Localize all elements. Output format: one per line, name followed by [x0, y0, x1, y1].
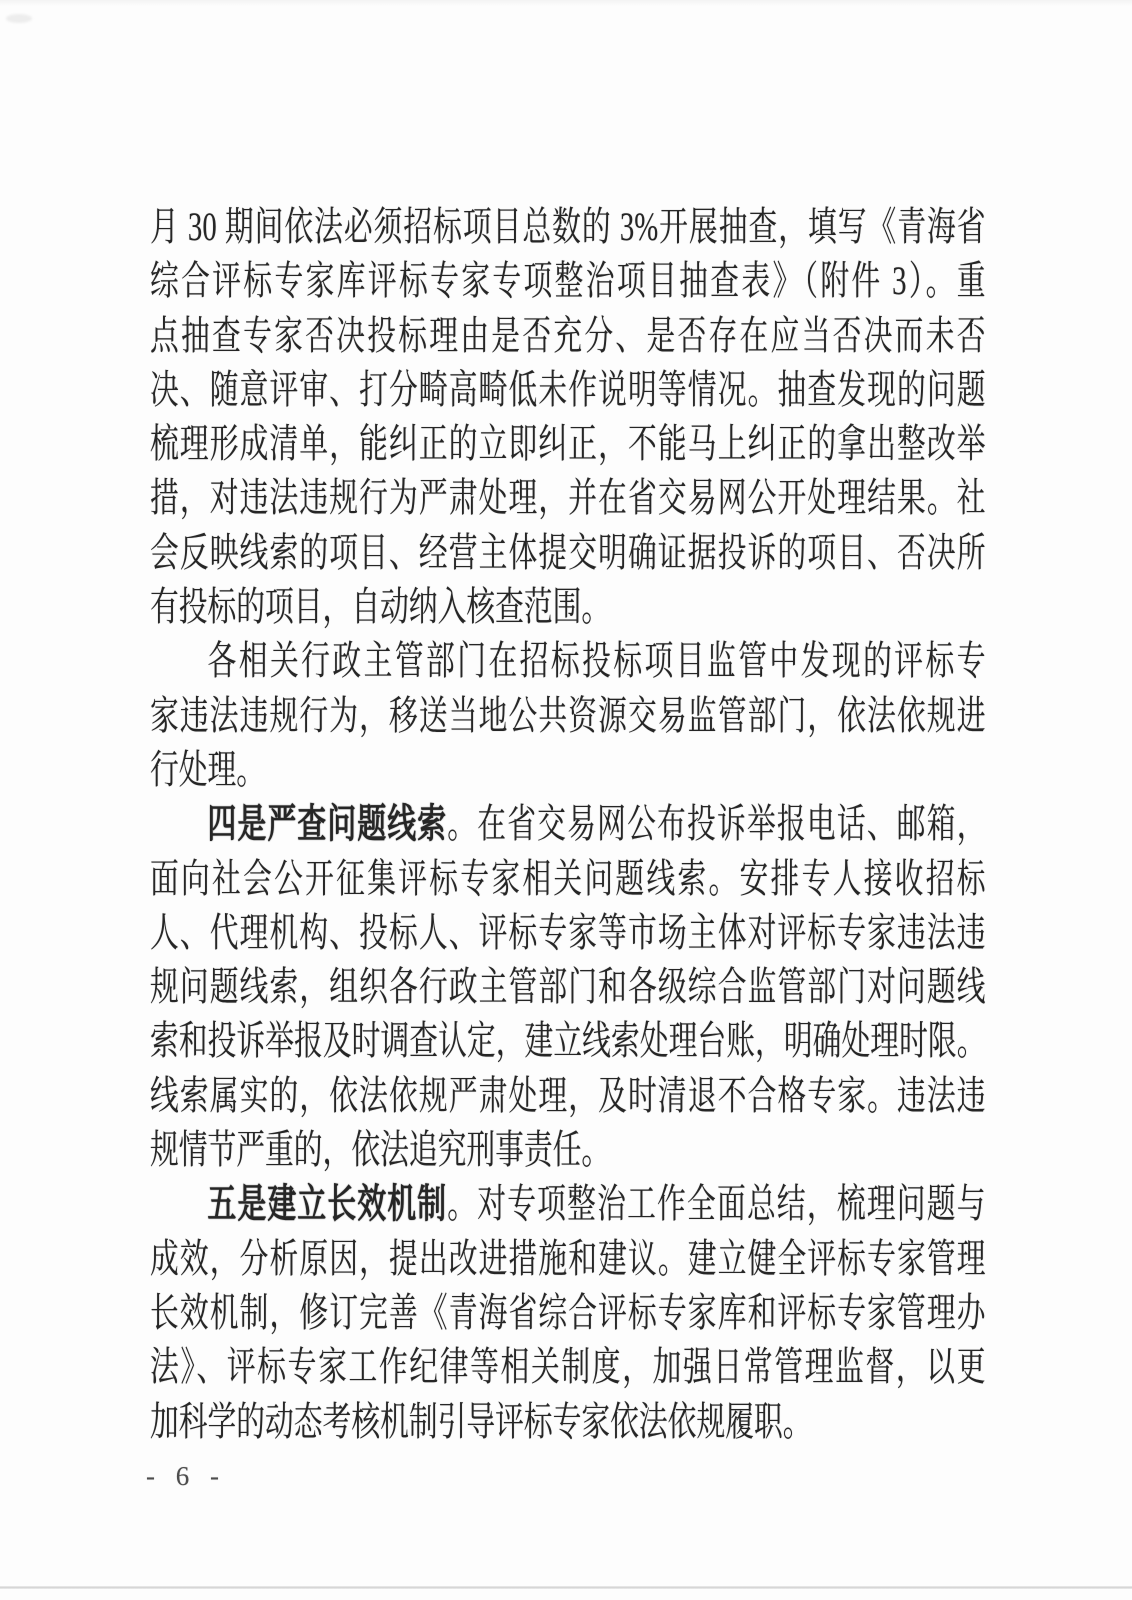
text-segment: 决、随意评审、打分畸高畸低未作说明等情况。抽查发现的问题 [150, 366, 986, 412]
text-segment: 点抽查专家否决投标理由是否充分、是否存在应当否决而未否 [150, 312, 986, 358]
text-segment: 法》、评标专家工作纪律等相关制度，加强日常管理监督，以更 [150, 1344, 986, 1390]
text-segment: 措，对违法违规行为严肃处理，并在省交易网公开处理结果。社 [150, 475, 986, 521]
scan-edge-artifact [0, 1586, 1132, 1589]
text-segment: 行处理。 [150, 746, 266, 792]
text-segment: 会反映线索的项目、经营主体提交明确证据投诉的项目、否决所 [150, 529, 986, 575]
text-segment: 综合评标专家库评标专家专项整治项目抽查表》（附件 3）。重 [150, 258, 986, 304]
text-line [150, 906, 985, 960]
text-line [150, 1014, 985, 1068]
text-segment: 各相关行政主管部门在招标投标项目监管中发现的评标专 [207, 638, 986, 684]
text-line [150, 580, 985, 634]
text-line [150, 1340, 985, 1394]
text-segment: 家违法违规行为，移送当地公共资源交易监管部门，依法依规进 [150, 692, 986, 738]
text-line [150, 797, 985, 851]
text-line [150, 1069, 985, 1123]
text-segment: 索和投诉举报及时调查认定，建立线索处理台账，明确处理时限。 [150, 1018, 986, 1064]
text-line [150, 1286, 985, 1340]
text-line [150, 1232, 985, 1286]
text-line [150, 200, 985, 254]
text-segment: 线索属实的，依法依规严肃处理，及时清退不合格专家。违法违 [150, 1072, 986, 1118]
scan-noise-speck [6, 14, 32, 23]
text-segment: 规情节严重的，依法追究刑事责任。 [150, 1127, 611, 1173]
text-line [150, 960, 985, 1014]
text-line [150, 689, 985, 743]
text-segment: 梳理形成清单，能纠正的立即纠正，不能马上纠正的拿出整改举 [150, 421, 986, 467]
text-segment: 。在省交易网公布投诉举报电话、邮箱， [447, 801, 986, 847]
text-line [150, 309, 985, 363]
text-line [150, 363, 985, 417]
text-line [150, 852, 985, 906]
text-line [150, 254, 985, 308]
text-line [150, 634, 985, 688]
text-line [150, 1123, 985, 1177]
text-segment: 规问题线索，组织各行政主管部门和各级综合监管部门对问题线 [150, 964, 986, 1010]
text-segment: 成效，分析原因，提出改进措施和建议。建立健全评标专家管理 [150, 1235, 986, 1281]
text-segment: 月 30 期间依法必须招标项目总数的 3%开展抽查，填写《青海省 [150, 204, 986, 249]
text-line [150, 471, 985, 525]
page-number: - 6 - [146, 1461, 223, 1491]
text-segment: 有投标的项目，自动纳入核查范围。 [150, 584, 611, 630]
text-line [150, 1177, 985, 1231]
bold-text-segment: 五是建立长效机制 [207, 1181, 448, 1227]
text-segment: 。对专项整治工作全面总结，梳理问题与 [447, 1181, 986, 1227]
text-segment: 人、代理机构、投标人、评标专家等市场主体对评标专家违法违 [150, 909, 986, 955]
text-segment: 面向社会公开征集评标专家相关问题线索。安排专人接收招标 [150, 855, 986, 901]
text-line [150, 743, 985, 797]
text-line [150, 526, 985, 580]
text-segment: 长效机制，修订完善《青海省综合评标专家库和评标专家管理办 [150, 1289, 986, 1335]
bold-text-segment: 四是严查问题线索 [207, 801, 448, 847]
text-line [150, 417, 985, 471]
text-segment: 加科学的动态考核机制引导评标专家依法依规履职。 [150, 1398, 812, 1444]
text-line [150, 1395, 985, 1449]
document-body [150, 200, 985, 1449]
